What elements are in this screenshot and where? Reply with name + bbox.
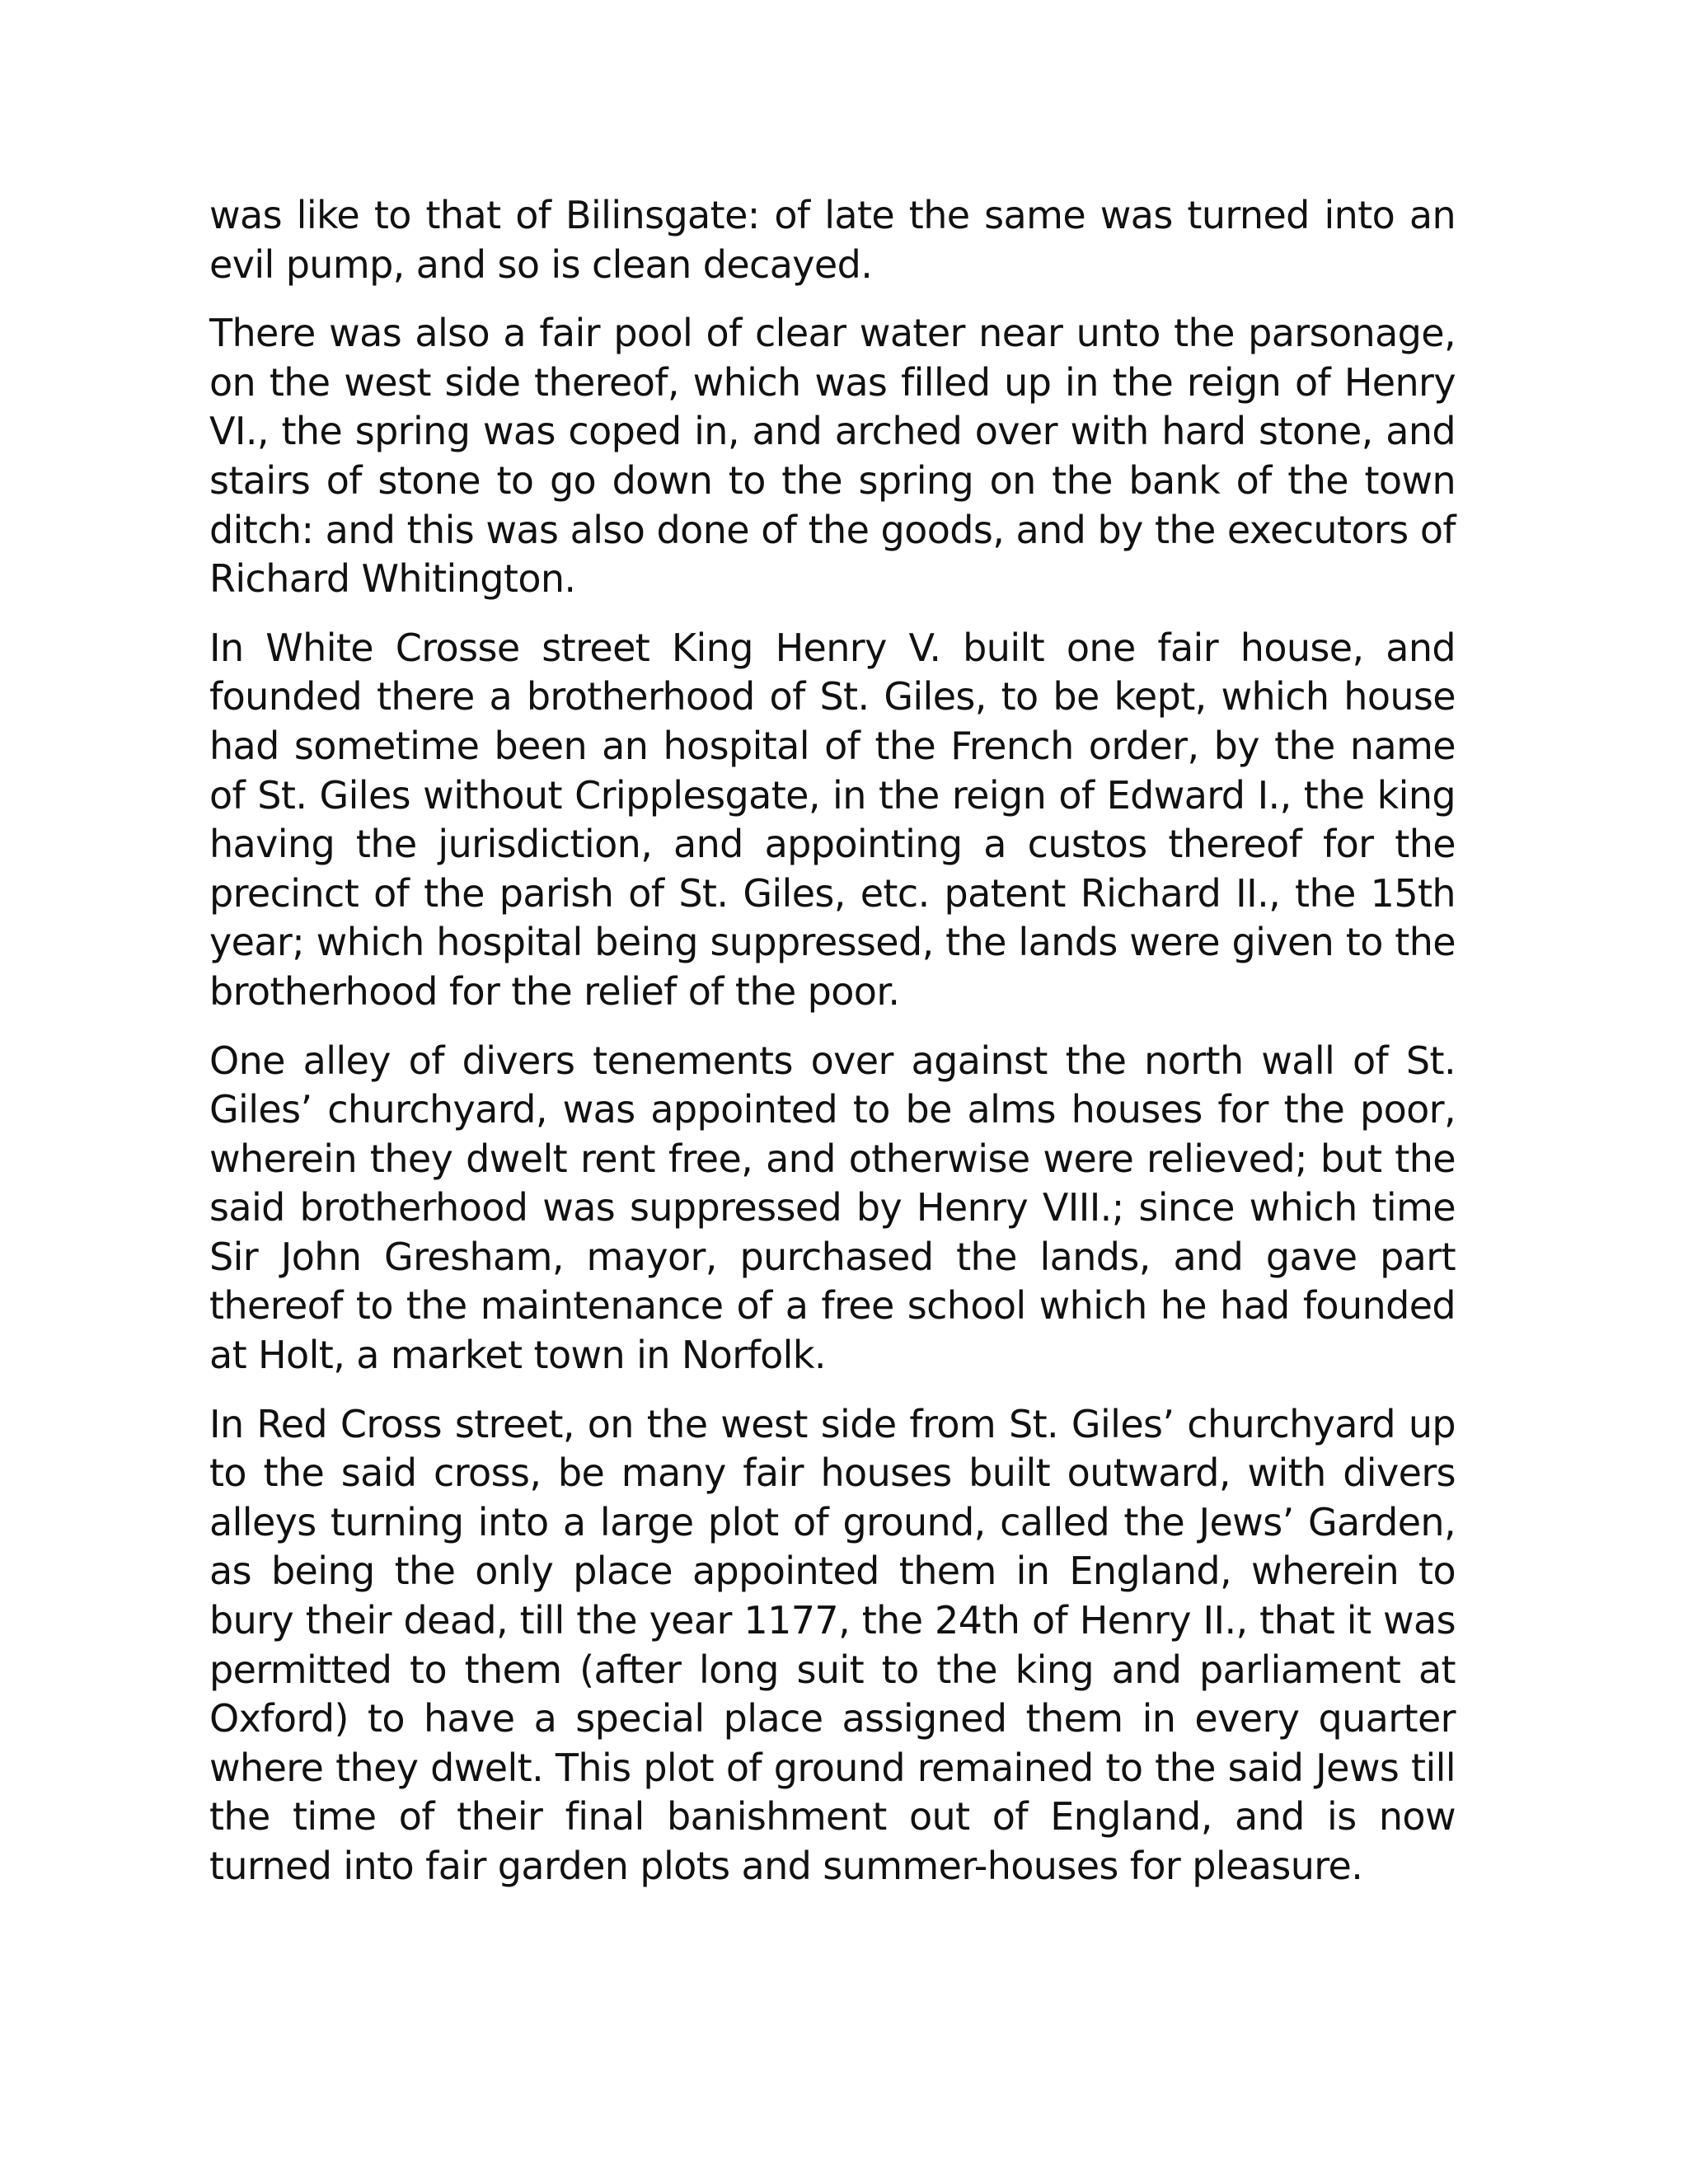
paragraph-2: There was also a fair pool of clear water near unto the parsonage, on the west side thereof, which was filled up in the reign of Henry VI., the spring was coped in, and arched over with hard stone, and stairs of stone to go down to the spring on the bank of the town ditch: and this was also done of the goods, and by the executors of Richard Whitington. xyxy=(209,311,1456,602)
paragraph-5: In Red Cross street, on the west side from St. Giles’ churchyard up to the said cross, be many fair houses built outward, with divers alleys turning into a large plot of ground, called the Jews’ Garden, as being the only place appointed them in England, wherein to bury their dead, till the year 1177, the 24th of Henry II., that it was permitted to them (after long suit to the king and parliament at Oxford) to have a special place assigned them in every quarter where they dwelt. This plot of ground remained to the said Jews till the time of their final banishment out of England, and is now turned into fair garden plots and summer-houses for pleasure. xyxy=(209,1401,1456,1888)
paragraph-1: was like to that of Bilinsgate: of late the same was turned into an evil pump, and so is clean decayed. xyxy=(209,193,1456,287)
paragraph-3: In White Crosse street King Henry V. built one fair house, and founded there a brotherhood of St. Giles, to be kept, which house had sometime been an hospital of the French order, by the name of St. Giles without Cripplesgate, in the reign of Edward I., the king having the jurisdiction, and appointing a custos thereof for the precinct of the parish of St. Giles, etc. patent Richard II., the 15th year; which hospital being suppressed, the lands were given to the brotherhood for the relief of the poor. xyxy=(209,625,1456,1014)
page-body xyxy=(209,191,1456,1911)
paragraph-4: One alley of divers tenements over against the north wall of St. Giles’ churchyard, was appointed to be alms houses for the poor, wherein they dwelt rent free, and otherwise were relieved; but the said brotherhood was suppressed by Henry VIII.; since which time Sir John Gresham, mayor, purchased the lands, and gave part thereof to the maintenance of a free school which he had founded at Holt, a market town in Norfolk. xyxy=(209,1038,1456,1378)
